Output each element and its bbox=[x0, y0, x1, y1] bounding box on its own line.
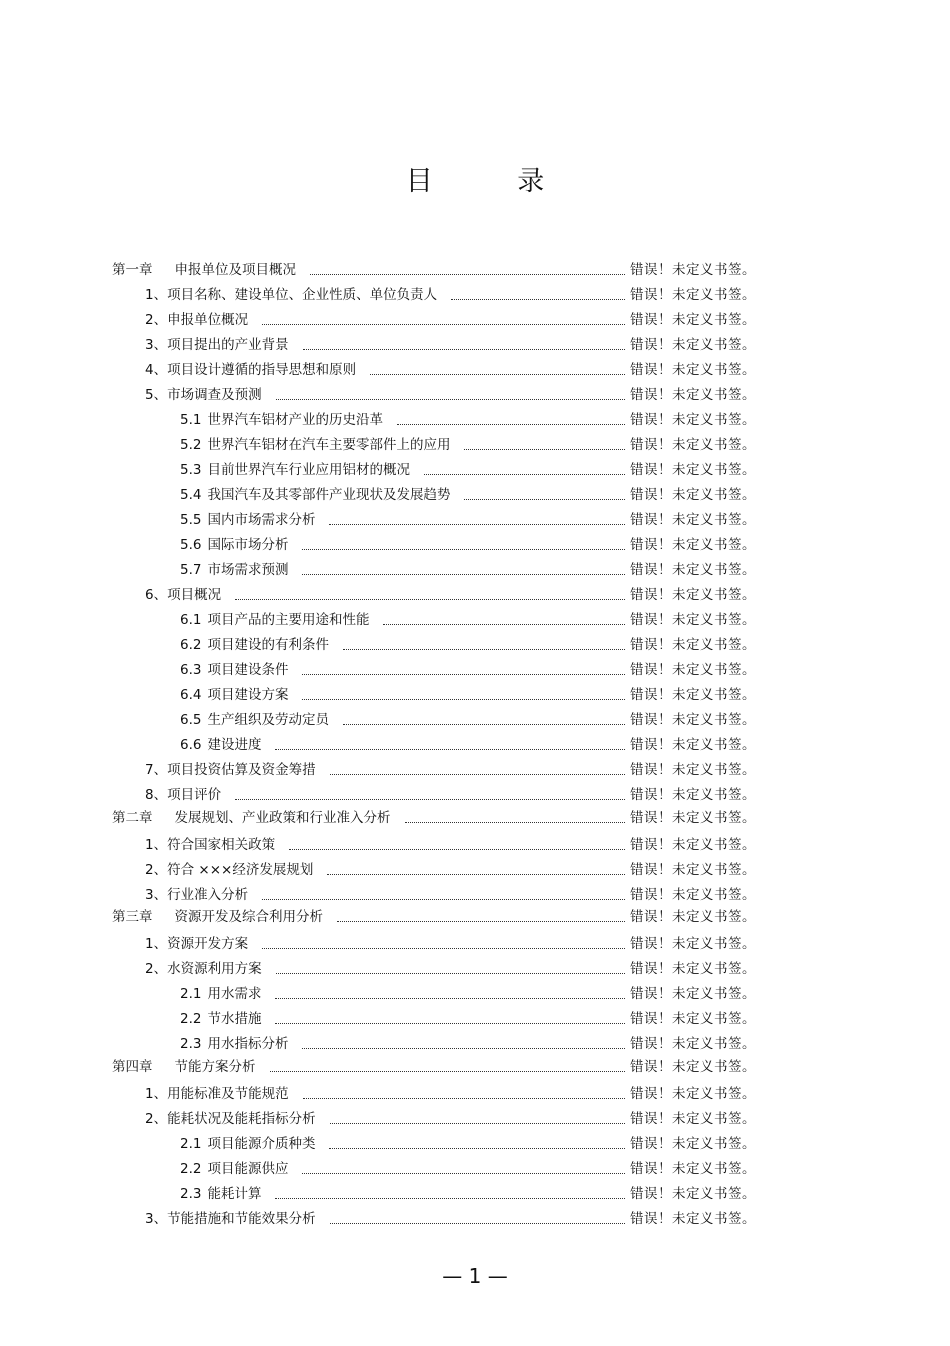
toc-entry-number: 1、 bbox=[145, 287, 168, 303]
toc-entry-number: 6.4 bbox=[180, 687, 202, 703]
toc-entry[interactable] bbox=[112, 905, 756, 925]
toc-entry[interactable] bbox=[145, 308, 756, 328]
toc-entry[interactable] bbox=[112, 806, 756, 826]
dot-leader bbox=[275, 1188, 625, 1199]
dot-leader bbox=[337, 911, 625, 922]
toc-entry[interactable] bbox=[180, 408, 756, 428]
dot-leader bbox=[302, 564, 625, 575]
dot-leader bbox=[405, 812, 626, 823]
toc-entry-page-ref: 错误！未定义书签。 bbox=[630, 687, 756, 703]
dot-leader bbox=[235, 589, 625, 600]
toc-entry-number: 7、 bbox=[145, 762, 168, 778]
toc-entry-label: 国际市场分析 bbox=[207, 537, 289, 553]
toc-entry-page-ref: 错误！未定义书签。 bbox=[630, 587, 756, 603]
dot-leader bbox=[302, 664, 625, 675]
toc-entry-number: 第四章 bbox=[112, 1059, 153, 1075]
toc-entry-page-ref: 错误！未定义书签。 bbox=[630, 1086, 756, 1102]
toc-entry-label: 资源开发方案 bbox=[167, 936, 249, 952]
toc-entry-number: 2、 bbox=[145, 862, 168, 878]
toc-entry-number: 2.1 bbox=[180, 986, 202, 1002]
toc-entry[interactable] bbox=[145, 957, 756, 977]
toc-entry-label: 建设进度 bbox=[207, 737, 262, 753]
dot-leader bbox=[302, 689, 625, 700]
toc-entry[interactable] bbox=[180, 982, 756, 1002]
dot-leader bbox=[270, 1061, 626, 1072]
toc-entry-label: 能耗状况及能耗指标分析 bbox=[167, 1111, 316, 1127]
dot-leader bbox=[275, 988, 625, 999]
toc-entry-label: 能耗计算 bbox=[207, 1186, 262, 1202]
toc-entry-page-ref: 错误！未定义书签。 bbox=[630, 737, 756, 753]
page-title: 目 录 bbox=[405, 166, 583, 197]
dot-leader bbox=[275, 739, 625, 750]
toc-entry-label: 世界汽车铝材在汽车主要零部件上的应用 bbox=[207, 437, 451, 453]
toc-entry-label: 申报单位及项目概况 bbox=[174, 262, 296, 278]
dot-leader bbox=[370, 364, 625, 375]
toc-entry-number: 3、 bbox=[145, 337, 168, 353]
dot-leader bbox=[276, 963, 625, 974]
toc-entry-label: 符合国家相关政策 bbox=[167, 837, 276, 853]
toc-entry-label: 项目建设方案 bbox=[207, 687, 289, 703]
dot-leader bbox=[464, 489, 625, 500]
toc-entry-page-ref: 错误！未定义书签。 bbox=[630, 387, 756, 403]
toc-entry-number: 2.3 bbox=[180, 1036, 202, 1052]
toc-entry[interactable] bbox=[145, 883, 756, 903]
toc-entry-page-ref: 错误！未定义书签。 bbox=[630, 787, 756, 803]
toc-entry-number: 5.5 bbox=[180, 512, 202, 528]
toc-entry-page-ref: 错误！未定义书签。 bbox=[630, 262, 756, 278]
toc-entry-label: 节水措施 bbox=[207, 1011, 262, 1027]
toc-entry[interactable] bbox=[145, 1107, 756, 1127]
toc-entry[interactable] bbox=[180, 1157, 756, 1177]
toc-entry-label: 节能方案分析 bbox=[174, 1059, 256, 1075]
dot-leader bbox=[289, 839, 625, 850]
toc-entry-label: 项目能源介质种类 bbox=[207, 1136, 316, 1152]
dot-leader bbox=[343, 639, 625, 650]
toc-entry[interactable] bbox=[145, 1082, 756, 1102]
toc-entry-page-ref: 错误！未定义书签。 bbox=[630, 437, 756, 453]
toc-entry-label: 项目评价 bbox=[167, 787, 222, 803]
toc-entry-label: 项目提出的产业背景 bbox=[167, 337, 289, 353]
toc-entry[interactable] bbox=[145, 283, 756, 303]
toc-entry[interactable] bbox=[180, 1182, 756, 1202]
toc-entry-page-ref: 错误！未定义书签。 bbox=[630, 909, 756, 925]
toc-entry-label: 我国汽车及其零部件产业现状及发展趋势 bbox=[207, 487, 451, 503]
toc-entry-number: 第一章 bbox=[112, 262, 153, 278]
toc-entry-page-ref: 错误！未定义书签。 bbox=[630, 961, 756, 977]
toc-entry-page-ref: 错误！未定义书签。 bbox=[630, 1011, 756, 1027]
dot-leader bbox=[451, 289, 625, 300]
dot-leader bbox=[424, 464, 625, 475]
dot-leader bbox=[262, 314, 625, 325]
toc-entry-page-ref: 错误！未定义书签。 bbox=[630, 337, 756, 353]
dot-leader bbox=[302, 1038, 625, 1049]
toc-entry-page-ref: 错误！未定义书签。 bbox=[630, 462, 756, 478]
toc-entry-page-ref: 错误！未定义书签。 bbox=[630, 1186, 756, 1202]
toc-entry-number: 6.3 bbox=[180, 662, 202, 678]
dot-leader bbox=[329, 514, 625, 525]
toc-entry-label: 资源开发及综合利用分析 bbox=[174, 909, 323, 925]
dot-leader bbox=[327, 864, 625, 875]
toc-entry-label: 目前世界汽车行业应用铝材的概况 bbox=[207, 462, 410, 478]
toc-entry-label: 用能标准及节能规范 bbox=[167, 1086, 289, 1102]
dot-leader bbox=[330, 764, 625, 775]
toc-entry[interactable] bbox=[180, 508, 756, 528]
toc-entry-number: 2、 bbox=[145, 312, 168, 328]
toc-entry-number: 8、 bbox=[145, 787, 168, 803]
toc-entry-number: 6.1 bbox=[180, 612, 202, 628]
toc-entry-page-ref: 错误！未定义书签。 bbox=[630, 887, 756, 903]
toc-entry-page-ref: 错误！未定义书签。 bbox=[630, 1136, 756, 1152]
toc-entry-number: 6、 bbox=[145, 587, 168, 603]
toc-entry[interactable] bbox=[180, 633, 756, 653]
toc-entry[interactable] bbox=[145, 783, 756, 803]
toc-entry[interactable] bbox=[145, 858, 756, 878]
toc-entry-label: 项目建设条件 bbox=[207, 662, 289, 678]
toc-entry-number: 2、 bbox=[145, 961, 168, 977]
dot-leader bbox=[302, 539, 625, 550]
toc-entry-number: 1、 bbox=[145, 936, 168, 952]
dot-leader bbox=[383, 614, 625, 625]
toc-entry-number: 5.3 bbox=[180, 462, 202, 478]
toc-entry-number: 4、 bbox=[145, 362, 168, 378]
toc-entry-number: 第三章 bbox=[112, 909, 153, 925]
toc-entry-page-ref: 错误！未定义书签。 bbox=[630, 512, 756, 528]
dot-leader bbox=[329, 1138, 625, 1149]
toc-entry-number: 5.7 bbox=[180, 562, 202, 578]
toc-entry-label: 项目名称、建设单位、企业性质、单位负责人 bbox=[167, 287, 438, 303]
toc-entry-label: 世界汽车铝材产业的历史沿革 bbox=[207, 412, 383, 428]
toc-entry-page-ref: 错误！未定义书签。 bbox=[630, 1111, 756, 1127]
toc-entry-number: 6.2 bbox=[180, 637, 202, 653]
toc-entry[interactable] bbox=[145, 1207, 756, 1227]
toc-entry-label: 市场调查及预测 bbox=[167, 387, 262, 403]
toc-entry[interactable] bbox=[180, 483, 756, 503]
dot-leader bbox=[330, 1113, 625, 1124]
toc-entry-label: 用水指标分析 bbox=[207, 1036, 289, 1052]
toc-entry-number: 5、 bbox=[145, 387, 168, 403]
toc-entry-number: 1、 bbox=[145, 1086, 168, 1102]
toc-entry-label: 项目投资估算及资金筹措 bbox=[167, 762, 316, 778]
toc-entry[interactable] bbox=[180, 1007, 756, 1027]
toc-entry[interactable] bbox=[180, 533, 756, 553]
toc-entry-page-ref: 错误！未定义书签。 bbox=[630, 412, 756, 428]
toc-entry-page-ref: 错误！未定义书签。 bbox=[630, 862, 756, 878]
toc-entry-page-ref: 错误！未定义书签。 bbox=[630, 1161, 756, 1177]
toc-entry-number: 第二章 bbox=[112, 810, 153, 826]
toc-entry-label: 用水需求 bbox=[207, 986, 262, 1002]
dot-leader bbox=[303, 1088, 625, 1099]
toc-entry-label: 申报单位概况 bbox=[167, 312, 249, 328]
dot-leader bbox=[303, 339, 625, 350]
toc-entry-page-ref: 错误！未定义书签。 bbox=[630, 1036, 756, 1052]
dot-leader bbox=[276, 389, 625, 400]
toc-entry-label: 水资源利用方案 bbox=[167, 961, 262, 977]
toc-entry-number: 5.4 bbox=[180, 487, 202, 503]
toc-entry-label: 行业准入分析 bbox=[167, 887, 249, 903]
toc-entry-number: 5.1 bbox=[180, 412, 202, 428]
dot-leader bbox=[310, 264, 625, 275]
toc-entry-label: 项目能源供应 bbox=[207, 1161, 289, 1177]
toc-entry[interactable] bbox=[145, 833, 756, 853]
toc-entry[interactable] bbox=[180, 683, 756, 703]
toc-entry-page-ref: 错误！未定义书签。 bbox=[630, 762, 756, 778]
toc-entry[interactable] bbox=[145, 758, 756, 778]
toc-entry[interactable] bbox=[180, 458, 756, 478]
toc-entry-number: 6.5 bbox=[180, 712, 202, 728]
toc-entry[interactable] bbox=[145, 383, 756, 403]
dot-leader bbox=[302, 1163, 625, 1174]
toc-entry-label: 项目建设的有利条件 bbox=[207, 637, 329, 653]
toc-entry[interactable] bbox=[180, 608, 756, 628]
toc-entry-label: 项目概况 bbox=[167, 587, 222, 603]
toc-entry-page-ref: 错误！未定义书签。 bbox=[630, 810, 756, 826]
dot-leader bbox=[464, 439, 625, 450]
toc-entry-page-ref: 错误！未定义书签。 bbox=[630, 487, 756, 503]
dot-leader bbox=[262, 938, 625, 949]
toc-entry-number: 2.3 bbox=[180, 1186, 202, 1202]
toc-entry-number: 2.1 bbox=[180, 1136, 202, 1152]
dot-leader bbox=[397, 414, 625, 425]
toc-entry-number: 1、 bbox=[145, 837, 168, 853]
toc-entry[interactable] bbox=[180, 558, 756, 578]
toc-entry-page-ref: 错误！未定义书签。 bbox=[630, 287, 756, 303]
toc-entry[interactable] bbox=[180, 433, 756, 453]
toc-entry-page-ref: 错误！未定义书签。 bbox=[630, 712, 756, 728]
toc-entry[interactable] bbox=[145, 358, 756, 378]
toc-entry-label: 发展规划、产业政策和行业准入分析 bbox=[174, 810, 391, 826]
toc-entry-label: 节能措施和节能效果分析 bbox=[167, 1211, 316, 1227]
toc-entry-page-ref: 错误！未定义书签。 bbox=[630, 362, 756, 378]
toc-entry-page-ref: 错误！未定义书签。 bbox=[630, 1211, 756, 1227]
toc-entry[interactable] bbox=[180, 1032, 756, 1052]
toc-entry[interactable] bbox=[145, 932, 756, 952]
toc-entry[interactable] bbox=[180, 1132, 756, 1152]
toc-entry-page-ref: 错误！未定义书签。 bbox=[630, 837, 756, 853]
toc-entry-number: 5.2 bbox=[180, 437, 202, 453]
toc-entry-page-ref: 错误！未定义书签。 bbox=[630, 612, 756, 628]
toc-entry-label: 项目产品的主要用途和性能 bbox=[207, 612, 370, 628]
toc-entry-page-ref: 错误！未定义书签。 bbox=[630, 562, 756, 578]
toc-entry-label: 项目设计遵循的指导思想和原则 bbox=[167, 362, 357, 378]
toc-entry-number: 5.6 bbox=[180, 537, 202, 553]
toc-entry[interactable] bbox=[180, 708, 756, 728]
toc-entry[interactable] bbox=[145, 583, 756, 603]
dot-leader bbox=[235, 789, 625, 800]
toc-entry-page-ref: 错误！未定义书签。 bbox=[630, 637, 756, 653]
toc-entry-label: 市场需求预测 bbox=[207, 562, 289, 578]
toc-entry-number: 2.2 bbox=[180, 1161, 202, 1177]
toc-entry-number: 3、 bbox=[145, 887, 168, 903]
toc-entry[interactable] bbox=[180, 658, 756, 678]
toc-entry-page-ref: 错误！未定义书签。 bbox=[630, 936, 756, 952]
dot-leader bbox=[343, 714, 625, 725]
toc-entry-page-ref: 错误！未定义书签。 bbox=[630, 662, 756, 678]
toc-entry[interactable] bbox=[180, 733, 756, 753]
toc-entry-label: 生产组织及劳动定员 bbox=[207, 712, 329, 728]
toc-entry[interactable] bbox=[112, 1055, 756, 1075]
toc-entry-page-ref: 错误！未定义书签。 bbox=[630, 312, 756, 328]
dot-leader bbox=[330, 1213, 625, 1224]
page-number: — 1 — bbox=[442, 1264, 508, 1288]
toc-entry-label: 符合 ×××经济发展规划 bbox=[167, 862, 314, 878]
toc-entry[interactable] bbox=[112, 258, 756, 278]
toc-entry-number: 2.2 bbox=[180, 1011, 202, 1027]
toc-entry-number: 3、 bbox=[145, 1211, 168, 1227]
dot-leader bbox=[262, 889, 625, 900]
toc-entry-label: 国内市场需求分析 bbox=[207, 512, 316, 528]
toc-entry-page-ref: 错误！未定义书签。 bbox=[630, 537, 756, 553]
toc-entry[interactable] bbox=[145, 333, 756, 353]
toc-entry-number: 6.6 bbox=[180, 737, 202, 753]
toc-entry-page-ref: 错误！未定义书签。 bbox=[630, 1059, 756, 1075]
toc-entry-number: 2、 bbox=[145, 1111, 168, 1127]
toc-entry-page-ref: 错误！未定义书签。 bbox=[630, 986, 756, 1002]
dot-leader bbox=[275, 1013, 625, 1024]
